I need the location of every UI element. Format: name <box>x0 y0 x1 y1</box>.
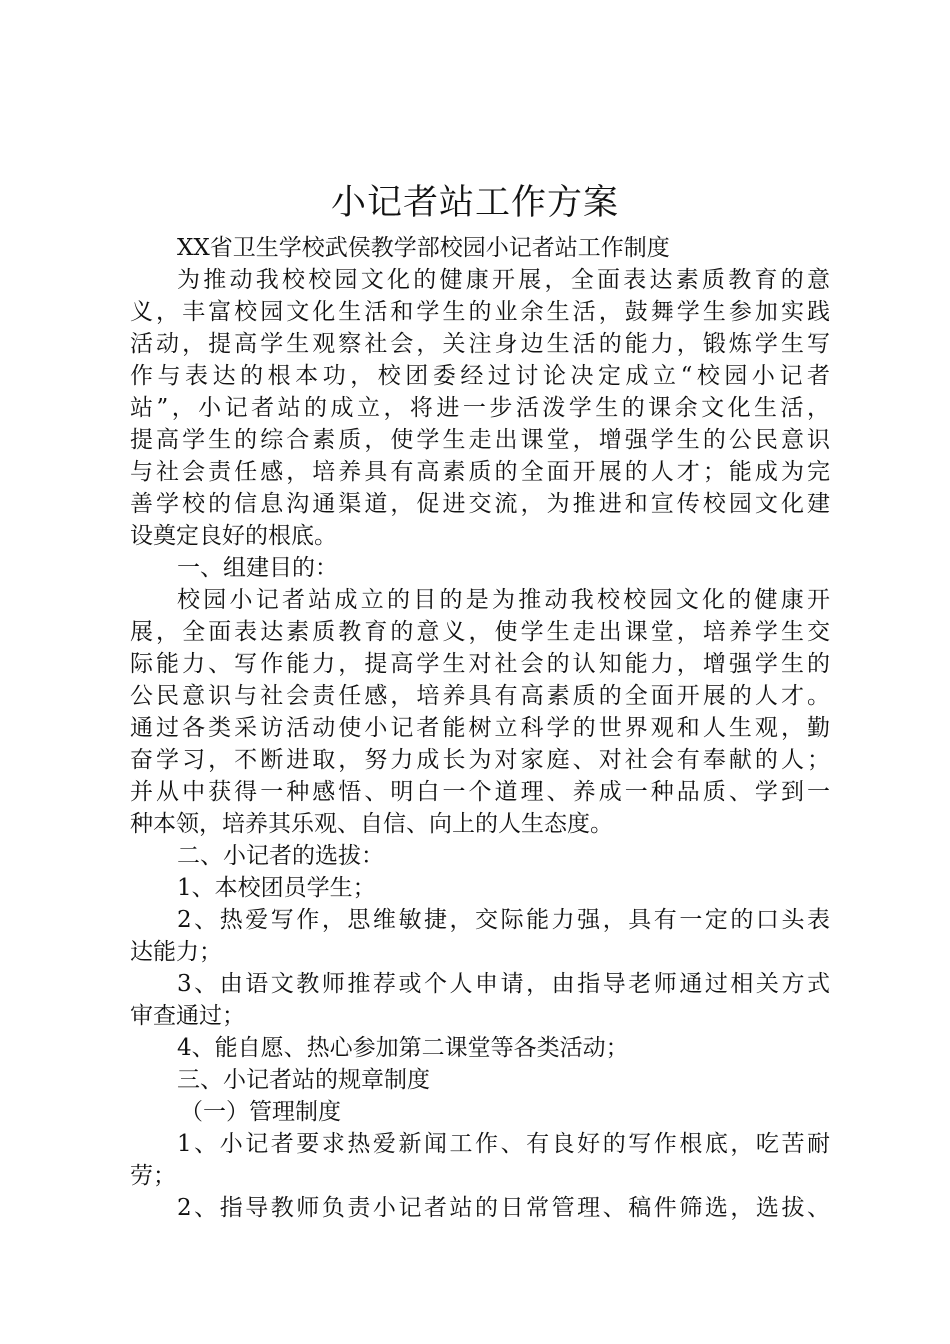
paragraph-line: 作与表达的根本功，校团委经过讨论决定成立“校园小记者 <box>130 363 830 389</box>
paragraph-line: 善学校的信息沟通渠道，促进交流，为推进和宣传校园文化建 <box>130 491 830 517</box>
section-heading: 三、小记者站的规章制度 <box>177 1067 430 1093</box>
paragraph-line: 通过各类采访活动使小记者能树立科学的世界观和人生观，勤 <box>130 715 830 741</box>
section-heading: 二、小记者的选拔： <box>177 843 384 869</box>
paragraph-line: 公民意识与社会责任感，培养具有高素质的全面开展的人才。 <box>130 683 830 709</box>
paragraph-line: 际能力、写作能力，提高学生对社会的认知能力，增强学生的 <box>130 651 830 677</box>
paragraph-line: 展，全面表达素质教育的意义，使学生走出课堂，培养学生交 <box>130 619 830 645</box>
paragraph-line: 活动，提高学生观察社会，关注身边生活的能力，锻炼学生写 <box>130 331 830 357</box>
list-item: 4、能自愿、热心参加第二课堂等各类活动； <box>177 1035 629 1061</box>
subtitle-line: XX省卫生学校武侯教学部校园小记者站工作制度 <box>177 235 670 261</box>
paragraph-line: 奋学习，不断进取，努力成长为对家庭、对社会有奉献的人； <box>130 747 830 773</box>
list-item: 1、本校团员学生； <box>177 875 376 901</box>
list-item: 2、指导教师负责小记者站的日常管理、稿件筛选，选拔、 <box>177 1195 830 1221</box>
paragraph-line: 提高学生的综合素质，使学生走出课堂，增强学生的公民意识 <box>130 427 830 453</box>
list-item: 1、小记者要求热爱新闻工作、有良好的写作根底，吃苦耐 <box>177 1131 830 1157</box>
list-item-continuation: 达能力； <box>130 939 222 965</box>
list-item-continuation: 审查通过； <box>130 1003 245 1029</box>
document-title: 小记者站工作方案 <box>330 183 619 223</box>
paragraph-line: 与社会责任感，培养具有高素质的全面开展的人才；能成为完 <box>130 459 830 485</box>
paragraph-line: 义，丰富校园文化生活和学生的业余生活，鼓舞学生参加实践 <box>130 299 830 325</box>
list-item: 2、热爱写作，思维敏捷，交际能力强，具有一定的口头表 <box>177 907 830 933</box>
paragraph-line: 校园小记者站成立的目的是为推动我校校园文化的健康开 <box>177 587 830 613</box>
document-body <box>130 232 830 1224</box>
subsection-heading: （一）管理制度 <box>180 1099 341 1125</box>
paragraph-line: 设奠定良好的根底。 <box>130 523 337 549</box>
list-item: 3、由语文教师推荐或个人申请，由指导老师通过相关方式 <box>177 971 830 997</box>
paragraph-line: 为推动我校校园文化的健康开展，全面表达素质教育的意 <box>177 267 830 293</box>
paragraph-line: 站”，小记者站的成立，将进一步活泼学生的课余文化生活， <box>130 395 830 421</box>
paragraph-line: 种本领，培养其乐观、自信、向上的人生态度。 <box>130 811 613 837</box>
paragraph-line: 并从中获得一种感悟、明白一个道理、养成一种品质、学到一 <box>130 779 830 805</box>
section-heading: 一、组建目的： <box>177 555 338 581</box>
list-item-continuation: 劳； <box>130 1163 176 1189</box>
